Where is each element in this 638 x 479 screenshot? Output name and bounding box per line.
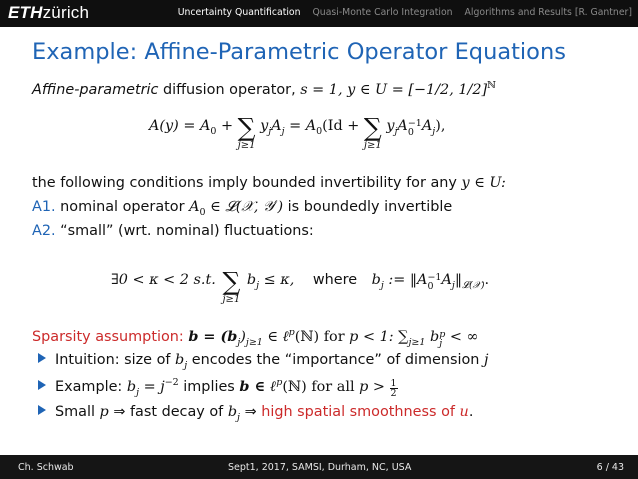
sparsity-mid: ) bbox=[240, 329, 246, 345]
assumption-a1: A1. nominal operator $A_0$ ∈ 𝓛(𝒳, 𝒴′) is boundedly invertible bbox=[32, 199, 453, 218]
eq2-le: ≤ κ, bbox=[259, 272, 295, 288]
a2-label: A2. bbox=[32, 223, 56, 239]
nav-item-uq[interactable]: Uncertainty Quantification bbox=[177, 7, 301, 18]
bullet-intuition: Intuition: size of $b_j$ encodes the “importance” of dimension j bbox=[38, 352, 488, 371]
eq2-normsub: 𝓛(𝒳) bbox=[462, 280, 485, 291]
conditions-text: the following conditions imply bounded invertibility for any bbox=[32, 175, 462, 191]
a1-math: A bbox=[189, 199, 200, 215]
bullet-example: Example: $b_j = j^{-2}$ implies b ∈ ℓ$^p$(ℕ) for all p > $\frac{1}{2}$ bbox=[38, 377, 398, 398]
bullet-triangle-icon bbox=[38, 405, 46, 415]
conditions-intro bbox=[32, 175, 506, 191]
bullet2-text-b: implies bbox=[178, 379, 240, 395]
section-nav bbox=[169, 7, 632, 18]
eq1-sum-1: ∑ j≥1 bbox=[237, 113, 256, 151]
conditions-math: y ∈ U: bbox=[461, 175, 506, 191]
a1-label: A1. bbox=[32, 199, 56, 215]
eq2-where: where bbox=[312, 272, 358, 288]
bullet-small-p: Small p ⇒ fast decay of $b_j$ ⇒ high spatial smoothness of u. bbox=[38, 404, 473, 423]
bullet2-fraction: $\frac{1}{2}$ bbox=[390, 378, 397, 399]
bullet3-u: u bbox=[459, 404, 469, 420]
bullet1-text-b: encodes the “importance” of dimension bbox=[187, 352, 485, 368]
assumption-a2 bbox=[32, 223, 314, 239]
footer-page-number: 6 / 43 bbox=[596, 462, 624, 473]
footer-event: Sept1, 2017, SAMSI, Durham, NC, USA bbox=[228, 462, 412, 473]
intro-text: diffusion operator, bbox=[158, 82, 301, 98]
sparsity-bp: b bbox=[425, 329, 440, 345]
eq1-term: y bbox=[260, 118, 269, 134]
sparsity-b: b = (b bbox=[188, 328, 238, 345]
eq2-sum: ∑ j≥1 bbox=[222, 267, 241, 305]
sparsity-line: Sparsity assumption: $b = (b_j)_{j\ge 1}$ ∈ ℓ$^p$(ℕ) for p < 1: $\sum_{j\ge 1}$ b p j < ∞ bbox=[32, 327, 479, 349]
bullet3-arrow: ⇒ bbox=[240, 404, 262, 420]
bullet3-red-text: high spatial smoothness of bbox=[261, 404, 460, 420]
footer-author: Ch. Schwab bbox=[18, 462, 74, 473]
sparsity-label: Sparsity assumption: bbox=[32, 329, 184, 345]
bullet1-text-a: Intuition: size of bbox=[55, 352, 176, 368]
equation-2: ∃0 < κ < 2 s.t. ∑ j≥1 $b_j \le \kappa$, where $b_j$ := ‖A −1 0 $A_j‖_{𝓛(𝒳)}$. bbox=[111, 267, 490, 305]
eq1-end: ), bbox=[435, 118, 446, 134]
eth-logo: ETHzürich bbox=[8, 3, 90, 22]
eq1-paren: (Id + bbox=[322, 118, 364, 134]
a1-math2: ∈ 𝓛(𝒳, 𝒴′) bbox=[205, 199, 284, 215]
sparsity-cond: p < 1: ∑ bbox=[349, 329, 409, 345]
eq2-def: := ‖A bbox=[383, 272, 428, 288]
eq1-lhs: A(y) = A bbox=[149, 118, 211, 134]
bullet2-text-a: Example: bbox=[55, 379, 127, 395]
bullet3-text-b: ⇒ fast decay of bbox=[108, 404, 228, 420]
bullet1-j: j bbox=[484, 352, 489, 368]
eq2-bj: b bbox=[246, 272, 257, 288]
a2-text: “small” (wrt. nominal) fluctuations: bbox=[60, 223, 314, 239]
bullet3-text-a: Small bbox=[55, 404, 100, 420]
footer-bar bbox=[0, 455, 638, 479]
eq1-plus: + bbox=[216, 118, 238, 134]
intro-line bbox=[32, 80, 496, 98]
bullet-triangle-icon bbox=[38, 380, 46, 390]
bullet2-math3: p > bbox=[359, 379, 390, 395]
bullet2-math2: b ∈ ℓ bbox=[239, 378, 277, 395]
sparsity-end: < ∞ bbox=[445, 329, 479, 345]
eq2-defA: A bbox=[441, 272, 452, 288]
header-bar bbox=[0, 0, 638, 27]
eq2-left: ∃0 < κ < 2 s.t. bbox=[111, 272, 216, 288]
sparsity-in: ∈ ℓ bbox=[262, 329, 289, 345]
eq2-norm: ‖ bbox=[454, 272, 463, 288]
eq1-eq: = A bbox=[284, 118, 317, 134]
bullet-triangle-icon bbox=[38, 353, 46, 363]
nav-item-results[interactable]: Algorithms and Results [R. Gantner] bbox=[464, 7, 632, 18]
a1-rest: is boundedly invertible bbox=[283, 199, 453, 215]
bullet2-math: = j bbox=[139, 379, 165, 395]
a1-text: nominal operator bbox=[60, 199, 190, 215]
intro-sup: ℕ bbox=[487, 80, 496, 91]
equation-1: $A(y) = A_0$ + ∑ j≥1 $y_jA_j = A_0(Id$ + ∑ j≥1 $y_jA$ −1 0 $A_j$), bbox=[149, 113, 446, 151]
sparsity-n: (ℕ) for bbox=[294, 329, 350, 345]
intro-emph: Affine-parametric bbox=[32, 82, 159, 98]
slide-title: Example: Affine-Parametric Operator Equations bbox=[32, 39, 566, 65]
intro-math: s = 1, y ∈ U = [−1/2, 1/2] bbox=[300, 82, 488, 98]
eq1-sum-2: ∑ j≥1 bbox=[363, 113, 382, 151]
bullet3-p: p bbox=[99, 404, 109, 420]
bullet3-end: . bbox=[468, 404, 474, 420]
nav-item-qmc[interactable]: Quasi-Monte Carlo Integration bbox=[312, 7, 453, 18]
bullet2-text-c: (ℕ) for all bbox=[282, 379, 360, 395]
